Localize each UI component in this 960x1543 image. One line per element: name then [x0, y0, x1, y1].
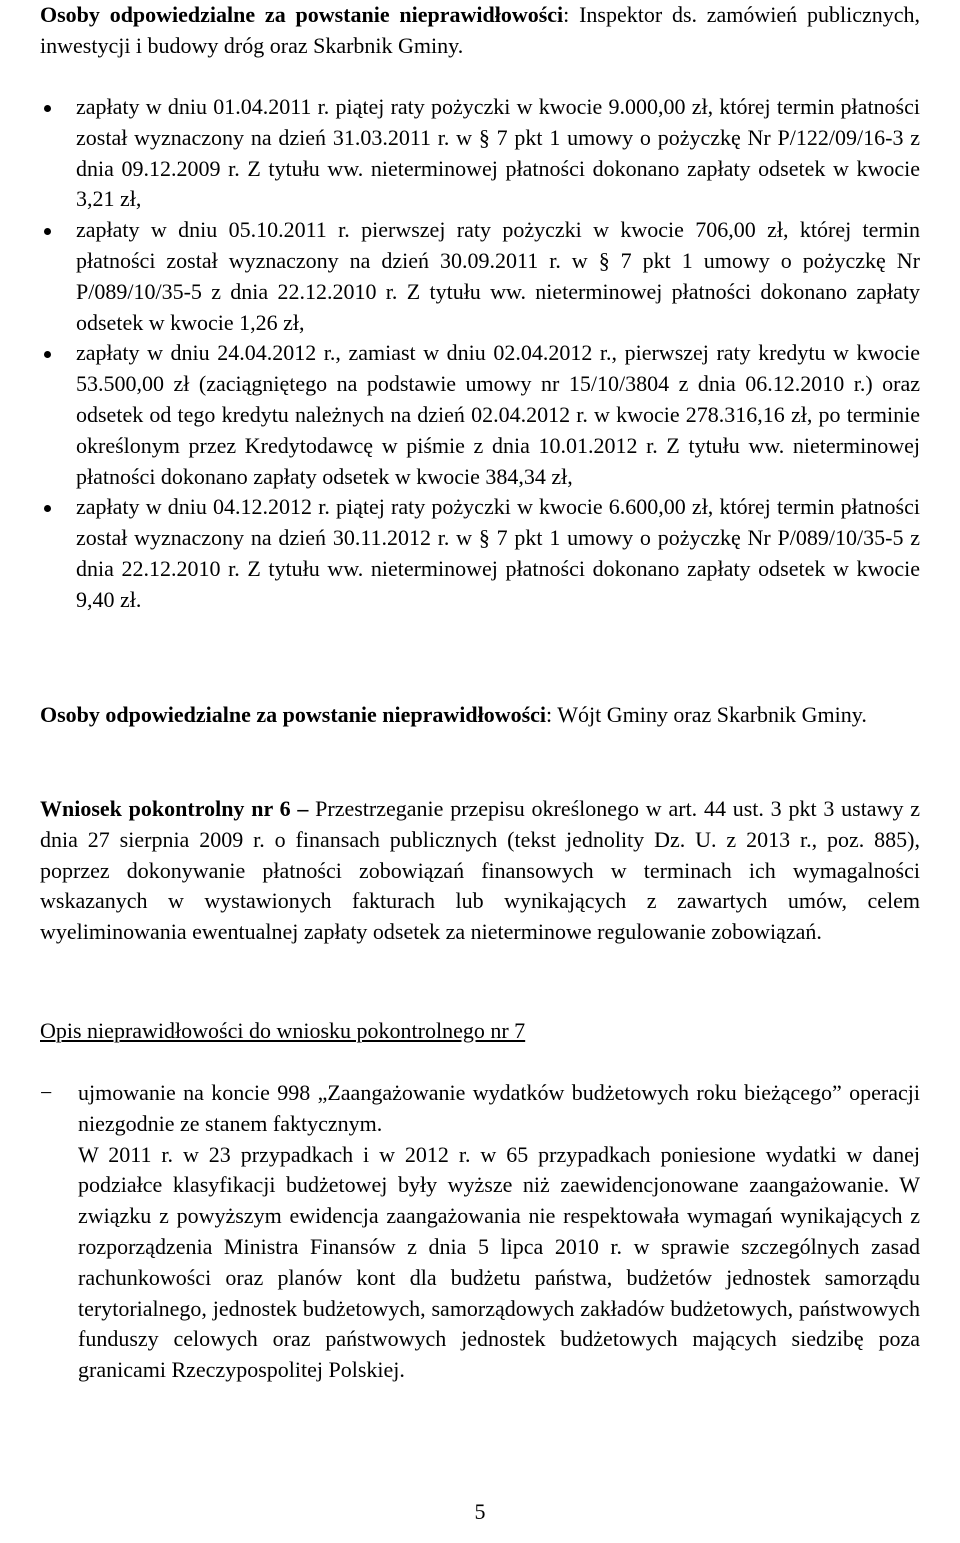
list-item-text: zapłaty w dniu 24.04.2012 r., zamiast w dniu 02.04.2012 r., pierwszej raty kredytu w kwocie 53.500,00 zł (zaciągniętego na podstawie umowy nr 15/10/3804 z dnia 06.12.2010 r.) oraz odsetek od tego kredytu należnych na dzień 02.04.2012 r. w kwocie 278.316,16 zł, po terminie określonym przez Kredytodawcę w piśmie z dnia 10.01.2012 r. Z tytułu ww. nieterminowej płatności dokonano zapłaty odsetek w kwocie 384,34 zł,	[76, 340, 920, 489]
recommendation-text: Przestrzeganie przepisu określonego w art. 44 ust. 3 pkt 3 ustawy z dnia 27 sierpnia 2009 r. o finansach publicznych (tekst jednolity Dz. U. z 2013 r., poz. 885), poprzez dokonywanie płatności zobowiązań finansowych w terminach ich wymagalności wskazanych w wystawionych fakturach lub wynikających z zawartych umów, celem wyeliminowania ewentualnej zapłaty odsetek za nieterminowe regulowanie zobowiązań.	[40, 796, 920, 945]
recommendation-6-paragraph	[40, 794, 920, 948]
responsible-persons-paragraph-1	[40, 0, 920, 62]
responsible-persons-paragraph-2	[40, 700, 920, 731]
irregularity-item	[40, 1078, 920, 1386]
responsible-persons-text: : Inspektor ds. zamówień publicznych, inwestycji i budowy dróg oraz Skarbnik Gminy.	[40, 2, 920, 58]
bullet-icon	[44, 351, 51, 358]
responsible-persons-heading: Osoby odpowiedzialne za powstanie nieprawidłowości	[40, 702, 547, 727]
list-item	[40, 492, 920, 615]
irregularity-text: ujmowanie na koncie 998 „Zaangażowanie wydatków budżetowych roku bieżącego” operacji niezgodnie ze stanem faktycznym.	[78, 1080, 920, 1136]
list-item-text: zapłaty w dniu 01.04.2011 r. piątej raty pożyczki w kwocie 9.000,00 zł, której termin płatności został wyznaczony na dzień 31.03.2011 r. w § 7 pkt 1 umowy o pożyczkę Nr P/122/09/16-3 z dnia 09.12.2009 r. Z tytułu ww. nieterminowej płatności dokonano zapłaty odsetek w kwocie 3,21 zł,	[76, 94, 920, 212]
responsible-persons-heading: Osoby odpowiedzialne za powstanie nieprawidłowości	[40, 2, 564, 27]
bullet-icon	[44, 105, 51, 112]
list-item	[40, 338, 920, 492]
section-heading-opis-7	[40, 1016, 920, 1047]
irregularity-detail: W 2011 r. w 23 przypadkach i w 2012 r. w 65 przypadkach poniesione wydatki w danej podziałce klasyfikacji budżetowej były wyższe niż zaewidencjonowane zaangażowanie. W związku z powyższym ewidencja zaangażowania nie respektowała wymagań wynikających z rozporządzenia Ministra Finansów z dnia 5 lipca 2010 r. w sprawie szczególnych zasad rachunkowości oraz planów kont dla budżetu państwa, budżetów jednostek samorządu terytorialnego, jednostek budżetowych, samorządowych zakładów budżetowych, państwowych funduszy celowych oraz państwowych jednostek budżetowych mających siedzibę poza granicami Rzeczypospolitej Polskiej.	[78, 1141, 920, 1383]
list-item	[40, 215, 920, 338]
list-item	[40, 92, 920, 215]
list-item-text: zapłaty w dniu 04.12.2012 r. piątej raty pożyczki w kwocie 6.600,00 zł, której termin płatności został wyznaczony na dzień 30.11.2012 r. w § 7 pkt 1 umowy o pożyczkę Nr P/089/10/35-5 z dnia 22.12.2010 r. Z tytułu ww. nieterminowej płatności dokonano zapłaty odsetek w kwocie 9,40 zł.	[76, 494, 920, 612]
recommendation-dash: –	[290, 796, 316, 821]
bullet-icon	[44, 505, 51, 512]
late-payments-list	[40, 92, 920, 616]
dash-icon: −	[40, 1080, 53, 1105]
bullet-icon	[44, 228, 51, 235]
recommendation-label: Wniosek pokontrolny nr 6	[40, 796, 291, 821]
page-number: 5	[474, 1499, 486, 1524]
list-item-text: zapłaty w dniu 05.10.2011 r. pierwszej raty pożyczki w kwocie 706,00 zł, której termin płatności został wyznaczony na dzień 30.09.2011 r. w § 7 pkt 1 umowy o pożyczkę Nr P/089/10/35-5 z dnia 22.12.2010 r. Z tytułu ww. nieterminowej płatności dokonano zapłaty odsetek w kwocie 1,26 zł,	[76, 217, 920, 335]
section-heading-text: Opis nieprawidłowości do wniosku pokontrolnego nr 7	[40, 1018, 526, 1043]
responsible-persons-text: : Wójt Gminy oraz Skarbnik Gminy.	[546, 702, 867, 727]
